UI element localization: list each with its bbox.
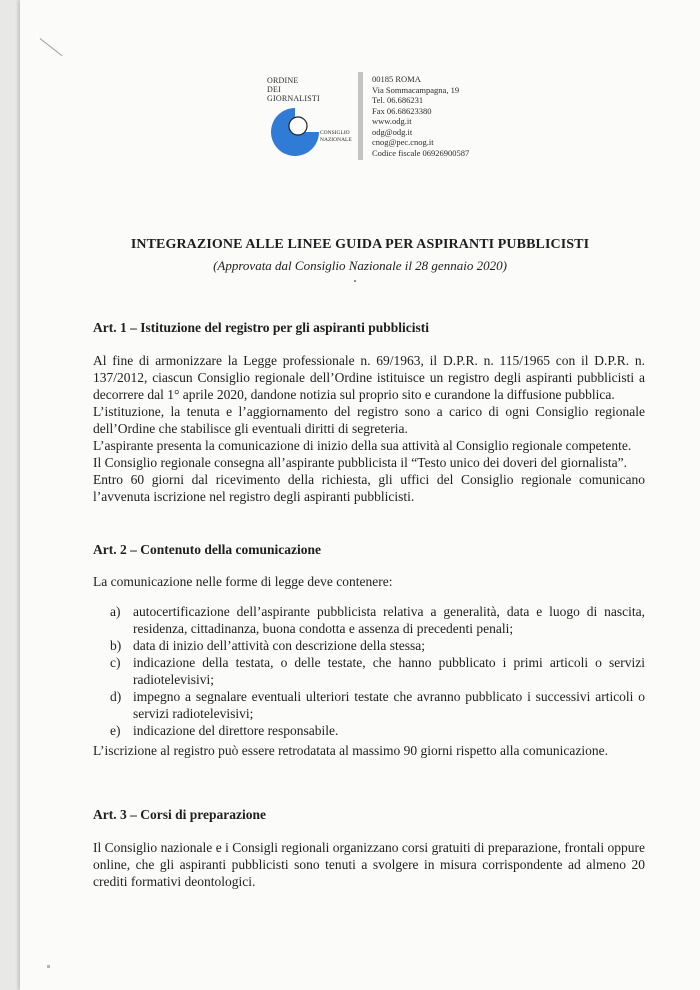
art2-heading: Art. 2 – Contenuto della comunicazione [93, 542, 321, 557]
contact-fax: Fax 06.68623380 [372, 105, 432, 116]
contact-block [372, 74, 469, 158]
art2-intro: La comunicazione nelle forme di legge deve contenere: [93, 574, 393, 589]
list-item: b) data di inizio dell’attività con descrizione della stessa; [110, 638, 426, 653]
organization-name: ORDINE DEI GIORNALISTI [267, 76, 320, 103]
list-item: c) indicazione della testata, o delle testate, che hanno pubblicato i primi articoli o servizi radiotelevisivi; [110, 655, 645, 687]
art3-heading: Art. 3 – Corsi di preparazione [93, 807, 266, 822]
list-item: a) autocertificazione dell’aspirante pubblicista relativa a generalità, data e luogo di nascita, residenza, cittadinanza, buona condotta e assenza di precedenti penali; [110, 604, 645, 636]
list-item: d) impegno a segnalare eventuali ulteriori testate che avranno pubblicato i successivi articoli o servizi radiotelevisivi; [110, 689, 645, 721]
art1-heading: Art. 1 – Istituzione del registro per gli aspiranti pubblicisti [93, 320, 430, 335]
contact-address: 00185 ROMA [372, 74, 421, 84]
document-title: INTEGRAZIONE ALLE LINEE GUIDA PER ASPIRANTI PUBBLICISTI [130, 237, 590, 252]
ink-dot [354, 280, 356, 282]
contact-phone: Tel. 06.686231 [372, 95, 424, 105]
list-item: e) indicazione del direttore responsabile. [110, 723, 339, 738]
art1-body: Al fine di armonizzare la Legge professionale n. 69/1963, il D.P.R. n. 115/1965 con il D.P.R. n. 137/2012, ciascun Consiglio regionale dell’Ordine istituisce un registro degli aspiranti pubblicisti a decorrere dal 1° aprile 2020, dandone notizia sul proprio sito e curandone la diffusione pubblica. L’istituzione, la tenuta e l’aggiornamento del registro sono a carico di ogni Consiglio regionale dell’Ordine che stabilisce gli eventuali diritti di segreteria. L’aspirante presenta la comunicazione di inizio della sua attività al Consiglio regionale competente. Il Consiglio regionale consegna all’aspirante pubblicista il “Testo unico dei doveri del giornalista”. Entro 60 giorni dal ricevimento della richiesta, gli uffici del Consiglio regionale comunicano l’avvenuta iscrizione nel registro degli aspiranti pubblicisti. [93, 353, 645, 504]
art2-closing: L’iscrizione al registro può essere retrodatata al massimo 90 giorni rispetto alla comunicazione. [93, 743, 608, 758]
art3-body: Il Consiglio nazionale e i Consigli regionali organizzano corsi gratuiti di preparazione, frontali oppure online, che gli aspiranti pubblicisti sono tenuti a svolgere in misura corrispondente ad almeno 20 crediti formativi deontologici. [93, 840, 645, 889]
art2-list [110, 603, 645, 739]
contact-tax-code: Codice fiscale 06926900587 [372, 147, 470, 158]
letterhead [267, 72, 507, 162]
document-subtitle: (Approvata dal Consiglio Nazionale il 28 gennaio 2020) [213, 258, 507, 273]
odg-logo-icon [267, 104, 323, 160]
organization-subtitle: CONSIGLIO NAZIONALE [320, 130, 352, 143]
contact-street: Via Sommacampagna, 19 [372, 84, 460, 95]
contact-email: odg@odg.it [372, 126, 413, 137]
letterhead-divider [358, 72, 363, 160]
contact-website: www.odg.it [372, 116, 412, 126]
scan-speck [47, 965, 50, 968]
contact-pec: cnog@pec.cnog.it [372, 137, 434, 147]
